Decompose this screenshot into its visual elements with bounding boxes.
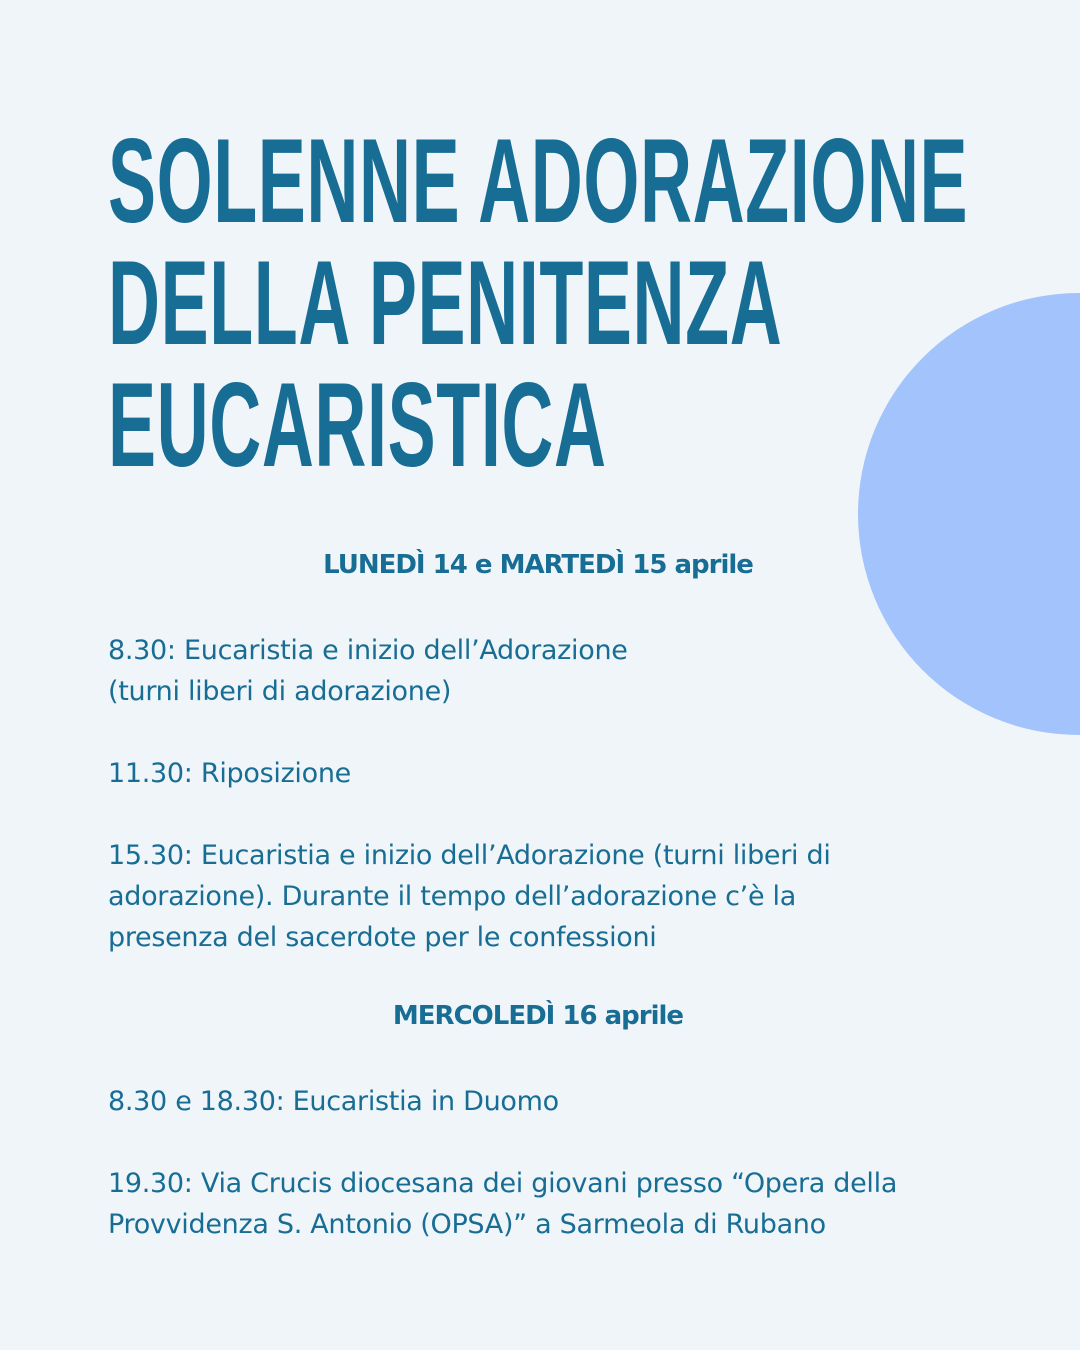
schedule-item-line: 8.30 e 18.30: Eucaristia in Duomo	[108, 1086, 559, 1117]
schedule-item-line: 11.30: Riposizione	[108, 758, 351, 789]
schedule-item-line: presenza del sacerdote per le confessioni	[108, 922, 657, 953]
schedule-item-line: 8.30: Eucaristia e inizio dell’Adorazione	[108, 635, 628, 666]
schedule-item-line: (turni liberi di adorazione)	[108, 676, 452, 707]
title-line: EUCARISTICA	[108, 358, 607, 492]
schedule-item	[108, 1163, 1008, 1245]
section-heading-monday-tuesday: LUNEDÌ 14 e MARTEDÌ 15 aprile	[323, 550, 753, 580]
poster-title	[108, 114, 1080, 492]
schedule-item-line: adorazione). Durante il tempo dell’adorazione c’è la	[108, 881, 796, 912]
schedule-item	[108, 630, 1008, 712]
schedule-item	[108, 835, 1008, 958]
title-line: SOLENNE ADORAZIONE	[108, 114, 969, 248]
title-line: DELLA PENITENZA	[108, 236, 783, 370]
schedule-item	[108, 1081, 1008, 1122]
schedule-item-line: 15.30: Eucaristia e inizio dell’Adorazione (turni liberi di	[108, 840, 831, 871]
schedule-item	[108, 753, 1008, 794]
schedule-item-line: Provvidenza S. Antonio (OPSA)” a Sarmeola di Rubano	[108, 1209, 826, 1240]
schedule-item-line: 19.30: Via Crucis diocesana dei giovani presso “Opera della	[108, 1168, 898, 1199]
section-heading-wednesday: MERCOLEDÌ 16 aprile	[392, 1001, 684, 1031]
